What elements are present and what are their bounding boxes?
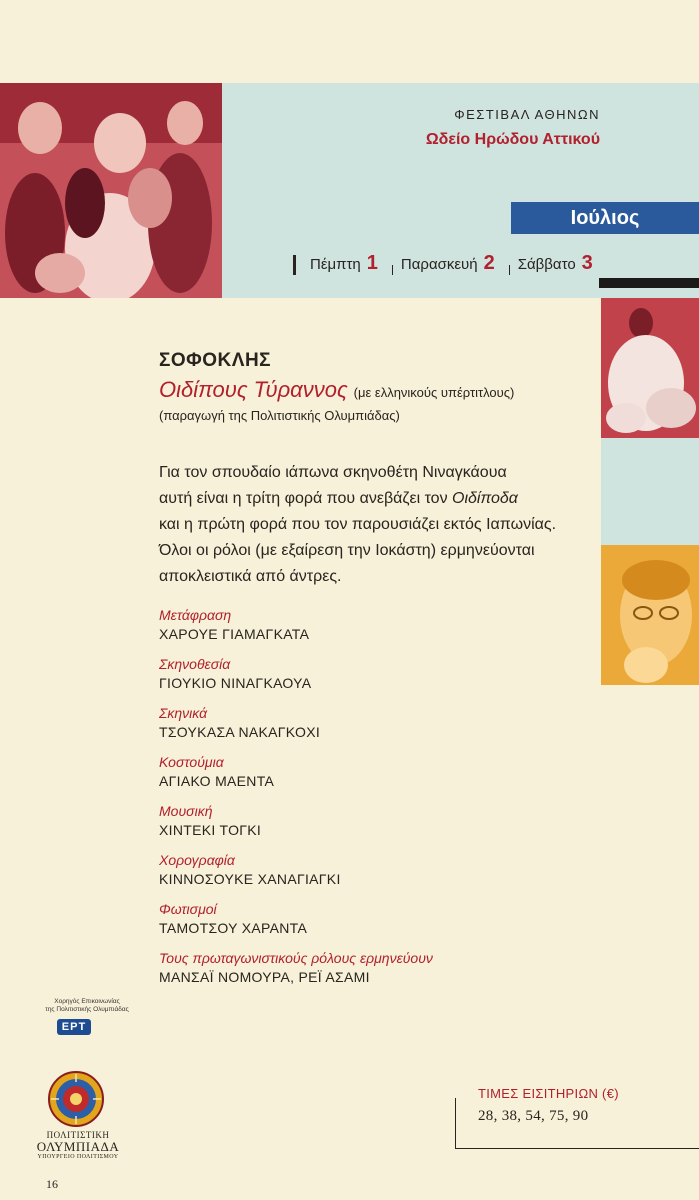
description-line: αποκλειστικά από άντρες. (159, 568, 342, 585)
credit-item (159, 655, 599, 693)
description-line (159, 486, 599, 512)
credit-role: Μουσική (159, 803, 213, 819)
olympiad-line: ΟΛΥΜΠΙΑΔΑ (36, 1139, 120, 1154)
sponsor-caption (32, 998, 142, 1014)
credit-role: Σκηνοθεσία (159, 656, 231, 672)
ticket-prices: 28, 38, 54, 75, 90 (478, 1108, 589, 1124)
festival-name: ΦΕΣΤΙΒΑΛ ΑΘΗΝΩΝ (454, 107, 600, 122)
credit-name: ΓΙΟΥΚΙΟ ΝΙΝΑΓΚΑΟΥΑ (159, 675, 312, 691)
author: ΣΟΦΟΚΛΗΣ (159, 350, 272, 371)
date-day: Σάββατο (517, 256, 576, 273)
credit-item (159, 704, 599, 742)
date-number: 3 (581, 252, 593, 274)
credit-name: ΧΑΡΟΥΕ ΓΙΑΜΑΓΚΑΤΑ (159, 626, 310, 642)
credit-name: ΑΓΙΑΚΟ ΜΑΕΝΤΑ (159, 773, 275, 789)
performance-photo (0, 83, 222, 298)
date-separator (509, 265, 510, 275)
credit-role: Κοστούμια (159, 754, 224, 770)
director-photo (601, 545, 699, 685)
credits-list (159, 606, 599, 998)
credit-name: ΚΙΝΝΟΣΟΥΚΕ ΧΑΝΑΓΙΑΓΚΙ (159, 871, 341, 887)
divider-bar (599, 278, 699, 288)
description-line: Όλοι οι ρόλοι (με εξαίρεση την Ιοκάστη) ερμηνεύονται (159, 542, 535, 559)
ticket-prices-label: ΤΙΜΕΣ ΕΙΣΙΤΗΡΙΩΝ (€) (478, 1086, 619, 1101)
credit-item (159, 900, 599, 938)
description (159, 460, 599, 590)
olympiad-emblem-icon (47, 1070, 105, 1128)
credit-item (159, 753, 599, 791)
credit-name: ΤΣΟΥΚΑΣΑ ΝΑΚΑΓΚΟΧΙ (159, 724, 321, 740)
olympiad-line: ΠΟΛΙΤΙΣΤΙΚΗ (46, 1130, 110, 1140)
description-line: και η πρώτη φορά που τον παρουσιάζει εκτός Ιαπωνίας. (159, 516, 557, 533)
credit-item (159, 802, 599, 840)
credit-name: ΜΑΝΣΑΪ ΝΟΜΟΥΡΑ, ΡΕΪ ΑΣΑΜΙ (159, 969, 370, 985)
credit-role: Μετάφραση (159, 607, 232, 623)
page-number: 16 (46, 1177, 58, 1191)
ticket-frame-line (455, 1098, 456, 1148)
sponsor-line: Χορηγός Επικοινωνίας (54, 998, 120, 1005)
credit-name: ΤΑΜΟΤΣΟΥ ΧΑΡΑΝΤΑ (159, 920, 308, 936)
date-item (310, 252, 378, 275)
date-marker (293, 255, 296, 275)
credit-role: Τους πρωταγωνιστικούς ρόλους ερμηνεύουν (159, 950, 433, 966)
date-day: Πέμπτη (310, 256, 361, 273)
venue-name: Ωδείο Ηρώδου Αττικού (425, 131, 600, 148)
credit-item (159, 949, 599, 987)
description-text: αυτή είναι η τρίτη φορά που ανεβάζει τον (159, 490, 453, 507)
credit-role: Φωτισμοί (159, 901, 217, 917)
decorative-panel (601, 438, 699, 545)
date-item (518, 252, 593, 275)
ticket-frame-line (455, 1148, 699, 1149)
credit-name: ΧΙΝΤΕΚΙ ΤΟΓΚΙ (159, 822, 262, 838)
credit-role: Σκηνικά (159, 705, 208, 721)
play-title: Οιδίπους Τύραννος (159, 377, 348, 402)
olympiad-line: ΥΠΟΥΡΓΕΙΟ ΠΟΛΙΤΙΣΜΟΥ (37, 1154, 119, 1160)
date-item (401, 252, 495, 275)
play-title-line (159, 377, 514, 403)
date-number: 2 (483, 252, 495, 274)
performance-dates (293, 247, 607, 275)
date-separator (392, 265, 393, 275)
month-label: Ιούλιος (511, 202, 699, 234)
ert-logo: ΕΡΤ (57, 1019, 91, 1035)
actor-photo (601, 298, 699, 438)
description-line: Για τον σπουδαίο ιάπωνα σκηνοθέτη Νιναγκάουα (159, 464, 507, 481)
description-emphasis: Οιδίποδα (452, 490, 518, 507)
credit-item (159, 851, 599, 889)
date-day: Παρασκευή (400, 256, 478, 273)
credit-item (159, 606, 599, 644)
sponsor-line: της Πολιτιστικής Ολυμπιάδας (45, 1006, 129, 1013)
credit-role: Χορογραφία (159, 852, 235, 868)
production-note: (παραγωγή της Πολιτιστικής Ολυμπιάδας) (159, 408, 400, 423)
date-number: 1 (366, 252, 378, 274)
play-subtitle: (με ελληνικούς υπέρτιτλους) (353, 385, 515, 400)
